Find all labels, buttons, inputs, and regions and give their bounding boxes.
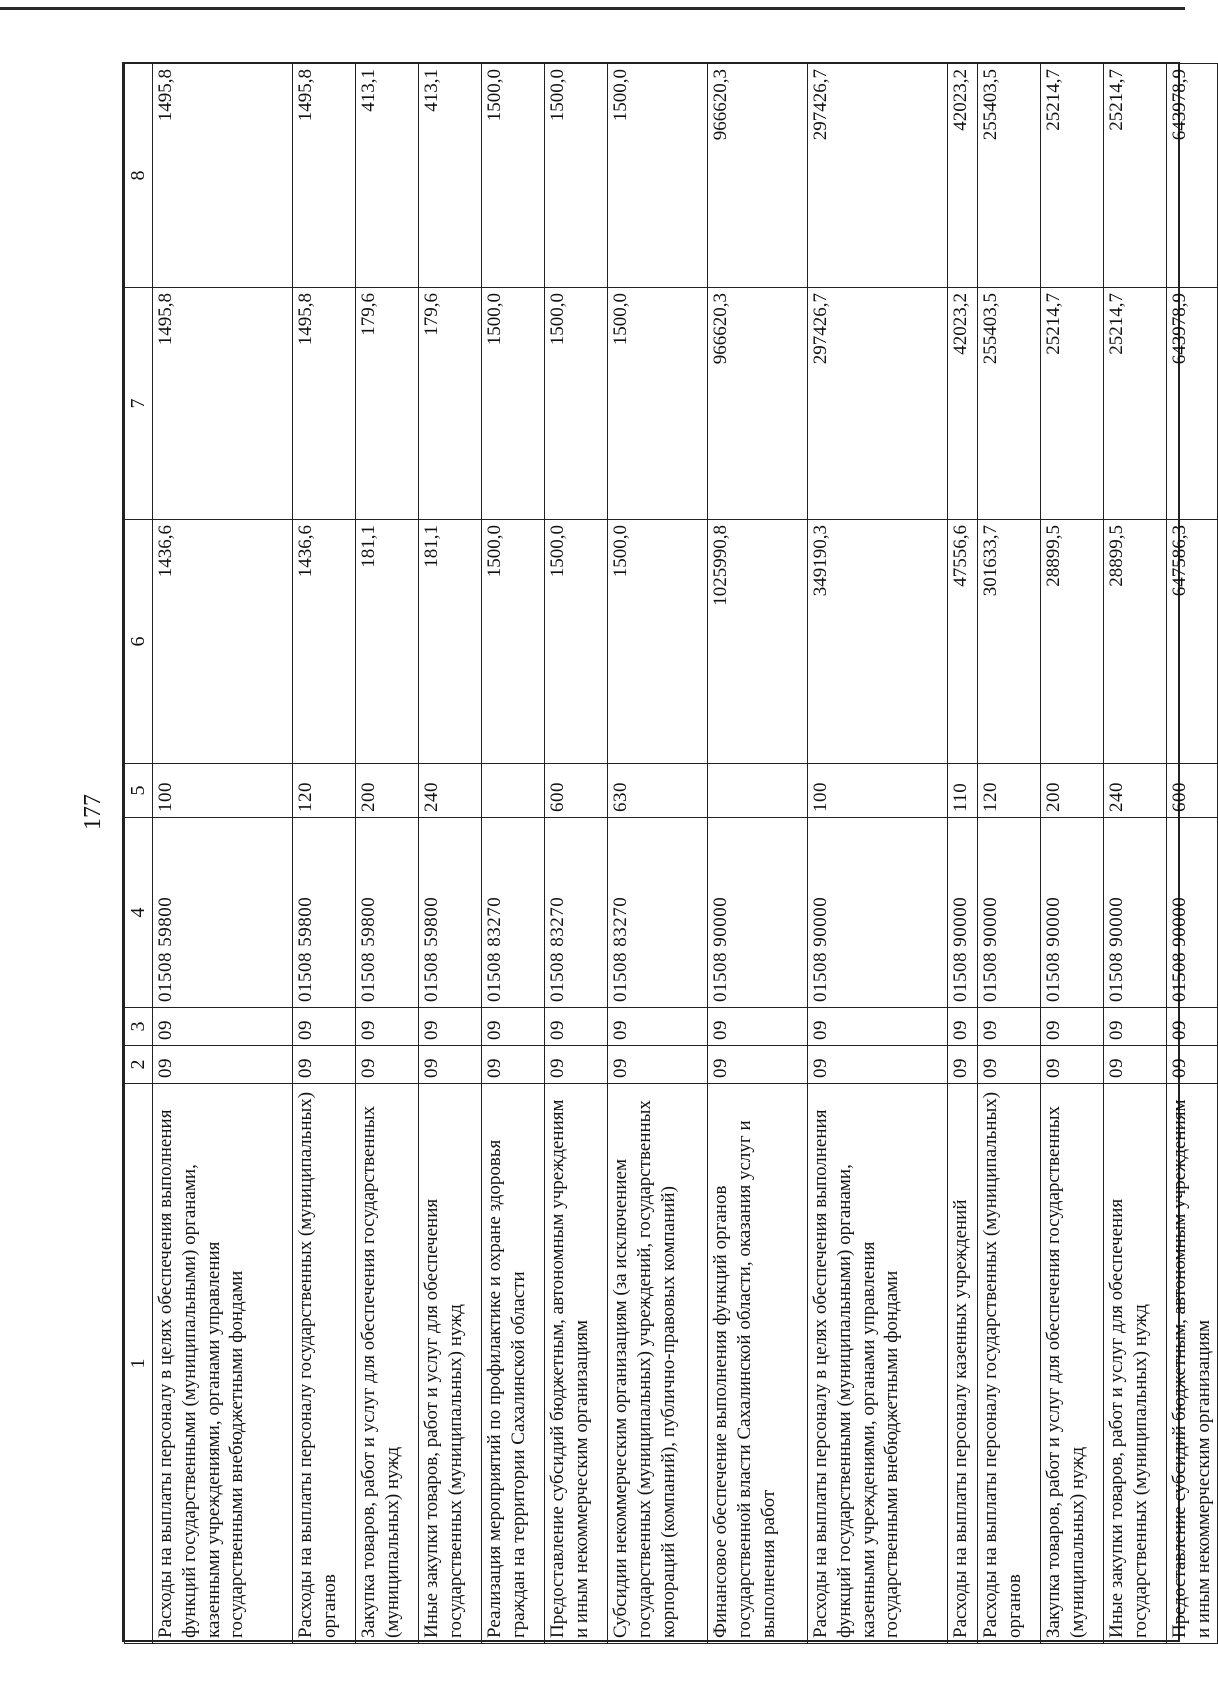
row-description: Закупка товаров, работ и услуг для обеспечения государственных (муниципальных) нужд: [356, 1084, 419, 1644]
row-amount-col-8: 1500,0: [608, 64, 708, 288]
row-amount-col-8: 1495,8: [153, 64, 293, 288]
row-description: Реализация мероприятий по профилактике и охране здоровья граждан на территории Сахалинской области: [482, 1084, 545, 1644]
row-amount-col-8: 643978,9: [1167, 64, 1218, 288]
table-row: [948, 64, 978, 1644]
row-amount-col-8: 255403,5: [978, 64, 1041, 288]
row-target-code: 01508 90000: [978, 818, 1041, 1008]
page-number: 177: [80, 794, 106, 830]
row-description: Закупка товаров, работ и услуг для обеспечения государственных (муниципальных) нужд: [1041, 1084, 1104, 1644]
row-expense-type: 600: [545, 764, 608, 818]
row-amount-col-6: 28899,5: [1041, 520, 1104, 764]
row-target-code: 01508 90000: [1104, 818, 1167, 1008]
row-amount-col-8: 297426,7: [808, 64, 948, 288]
row-target-code: 01508 90000: [808, 818, 948, 1008]
row-target-code: 01508 59800: [153, 818, 293, 1008]
row-amount-col-6: 1436,6: [293, 520, 356, 764]
row-amount-col-6: 1500,0: [545, 520, 608, 764]
budget-table-frame: [122, 62, 1214, 1642]
row-target-code: 01508 90000: [948, 818, 978, 1008]
row-code-2: 09: [608, 1046, 708, 1084]
row-expense-type: 240: [1104, 764, 1167, 818]
row-amount-col-8: 413,1: [419, 64, 482, 288]
row-description: Расходы на выплаты персоналу казенных учреждений: [948, 1084, 978, 1644]
row-code-3: 09: [1167, 1008, 1218, 1046]
row-code-3: 09: [1041, 1008, 1104, 1046]
row-target-code: 01508 59800: [419, 818, 482, 1008]
row-amount-col-8: 42023,2: [948, 64, 978, 288]
row-code-3: 09: [1104, 1008, 1167, 1046]
row-amount-col-7: 297426,7: [808, 288, 948, 520]
row-description: Расходы на выплаты персоналу государственных (муниципальных) органов: [293, 1084, 356, 1644]
row-description: Субсидии некоммерческим организациям (за исключением государственных (муниципальных) учреждений, государственных корпораций (компаний), публично-правовых компаний): [608, 1084, 708, 1644]
page-top-rule: [0, 7, 1185, 10]
row-amount-col-7: 179,6: [419, 288, 482, 520]
row-expense-type: 120: [293, 764, 356, 818]
row-expense-type: 630: [608, 764, 708, 818]
header-col-7: 7: [125, 288, 153, 520]
row-expense-type: 110: [948, 764, 978, 818]
table-row: [608, 64, 708, 1644]
header-col-1: 1: [125, 1084, 153, 1644]
row-amount-col-8: 413,1: [356, 64, 419, 288]
row-code-2: 09: [153, 1046, 293, 1084]
row-code-2: 09: [808, 1046, 948, 1084]
table-row: [356, 64, 419, 1644]
row-target-code: 01508 90000: [1167, 818, 1218, 1008]
row-amount-col-8: 1495,8: [293, 64, 356, 288]
row-target-code: 01508 83270: [545, 818, 608, 1008]
table-row: [708, 64, 808, 1644]
row-amount-col-7: 25214,7: [1041, 288, 1104, 520]
row-amount-col-7: 1500,0: [545, 288, 608, 520]
row-code-2: 09: [293, 1046, 356, 1084]
row-expense-type: 100: [153, 764, 293, 818]
budget-table: [124, 63, 1218, 1644]
row-target-code: 01508 90000: [1041, 818, 1104, 1008]
row-code-3: 09: [978, 1008, 1041, 1046]
row-amount-col-6: 349190,3: [808, 520, 948, 764]
row-code-2: 09: [545, 1046, 608, 1084]
row-code-2: 09: [1104, 1046, 1167, 1084]
row-code-3: 09: [608, 1008, 708, 1046]
table-row: [808, 64, 948, 1644]
row-code-2: 09: [419, 1046, 482, 1084]
row-amount-col-6: 181,1: [356, 520, 419, 764]
row-amount-col-7: 643978,9: [1167, 288, 1218, 520]
row-target-code: 01508 83270: [482, 818, 545, 1008]
table-row: [482, 64, 545, 1644]
row-amount-col-8: 1500,0: [545, 64, 608, 288]
row-amount-col-6: 647586,3: [1167, 520, 1218, 764]
header-col-3: 3: [125, 1008, 153, 1046]
row-amount-col-6: 1025990,8: [708, 520, 808, 764]
row-description: Иные закупки товаров, работ и услуг для обеспечения государственных (муниципальных) нужд: [419, 1084, 482, 1644]
row-code-2: 09: [1167, 1046, 1218, 1084]
row-target-code: 01508 90000: [708, 818, 808, 1008]
row-expense-type: [482, 764, 545, 818]
row-expense-type: [708, 764, 808, 818]
row-description: Финансовое обеспечение выполнения функций органов государственной власти Сахалинской области, оказания услуг и выполнения работ: [708, 1084, 808, 1644]
row-description: Иные закупки товаров, работ и услуг для обеспечения государственных (муниципальных) нужд: [1104, 1084, 1167, 1644]
table-row: [545, 64, 608, 1644]
row-code-2: 09: [948, 1046, 978, 1084]
row-amount-col-7: 1500,0: [482, 288, 545, 520]
row-target-code: 01508 59800: [293, 818, 356, 1008]
row-code-3: 09: [948, 1008, 978, 1046]
row-amount-col-8: 1500,0: [482, 64, 545, 288]
row-amount-col-8: 966620,3: [708, 64, 808, 288]
table-body: [153, 64, 1218, 1644]
row-amount-col-8: 25214,7: [1041, 64, 1104, 288]
row-amount-col-6: 28899,5: [1104, 520, 1167, 764]
row-amount-col-7: 966620,3: [708, 288, 808, 520]
row-target-code: 01508 59800: [356, 818, 419, 1008]
row-code-3: 09: [808, 1008, 948, 1046]
row-code-3: 09: [293, 1008, 356, 1046]
row-expense-type: 600: [1167, 764, 1218, 818]
row-code-2: 09: [356, 1046, 419, 1084]
row-description: Расходы на выплаты персоналу в целях обеспечения выполнения функций государственными (муниципальными) органами, казенными учреждениями, органами управления государственными внебюджетными фондами: [808, 1084, 948, 1644]
row-amount-col-7: 255403,5: [978, 288, 1041, 520]
header-col-2: 2: [125, 1046, 153, 1084]
table-row: [419, 64, 482, 1644]
row-description: Предоставление субсидий бюджетным, автономным учреждениям и иным некоммерческим организациям: [1167, 1084, 1218, 1644]
header-col-6: 6: [125, 520, 153, 764]
row-code-2: 09: [1041, 1046, 1104, 1084]
row-amount-col-6: 1436,6: [153, 520, 293, 764]
row-amount-col-7: 25214,7: [1104, 288, 1167, 520]
row-amount-col-8: 25214,7: [1104, 64, 1167, 288]
row-code-3: 09: [153, 1008, 293, 1046]
row-amount-col-7: 1495,8: [293, 288, 356, 520]
row-code-2: 09: [482, 1046, 545, 1084]
row-amount-col-6: 301633,7: [978, 520, 1041, 764]
row-code-3: 09: [482, 1008, 545, 1046]
row-amount-col-7: 179,6: [356, 288, 419, 520]
row-amount-col-7: 42023,2: [948, 288, 978, 520]
row-expense-type: 100: [808, 764, 948, 818]
row-description: Предоставление субсидий бюджетным, автономным учреждениям и иным некоммерческим организациям: [545, 1084, 608, 1644]
row-expense-type: 120: [978, 764, 1041, 818]
table-row: [1104, 64, 1167, 1644]
table-row: [1167, 64, 1218, 1644]
row-amount-col-6: 47556,6: [948, 520, 978, 764]
table-row: [153, 64, 293, 1644]
table-header-row: [125, 64, 153, 1644]
table-row: [293, 64, 356, 1644]
row-code-3: 09: [356, 1008, 419, 1046]
row-code-2: 09: [978, 1046, 1041, 1084]
header-col-4: 4: [125, 818, 153, 1008]
table-row: [1041, 64, 1104, 1644]
table-row: [978, 64, 1041, 1644]
row-amount-col-6: 1500,0: [608, 520, 708, 764]
row-amount-col-6: 181,1: [419, 520, 482, 764]
row-code-3: 09: [708, 1008, 808, 1046]
row-expense-type: 200: [1041, 764, 1104, 818]
row-expense-type: 200: [356, 764, 419, 818]
row-code-2: 09: [708, 1046, 808, 1084]
row-code-3: 09: [419, 1008, 482, 1046]
row-amount-col-7: 1495,8: [153, 288, 293, 520]
header-col-5: 5: [125, 764, 153, 818]
row-expense-type: 240: [419, 764, 482, 818]
row-amount-col-6: 1500,0: [482, 520, 545, 764]
row-target-code: 01508 83270: [608, 818, 708, 1008]
row-description: Расходы на выплаты персоналу в целях обеспечения выполнения функций государственными (муниципальными) органами, казенными учреждениями, органами управления государственными внебюджетными фондами: [153, 1084, 293, 1644]
row-code-3: 09: [545, 1008, 608, 1046]
row-description: Расходы на выплаты персоналу государственных (муниципальных) органов: [978, 1084, 1041, 1644]
row-amount-col-7: 1500,0: [608, 288, 708, 520]
header-col-8: 8: [125, 64, 153, 288]
